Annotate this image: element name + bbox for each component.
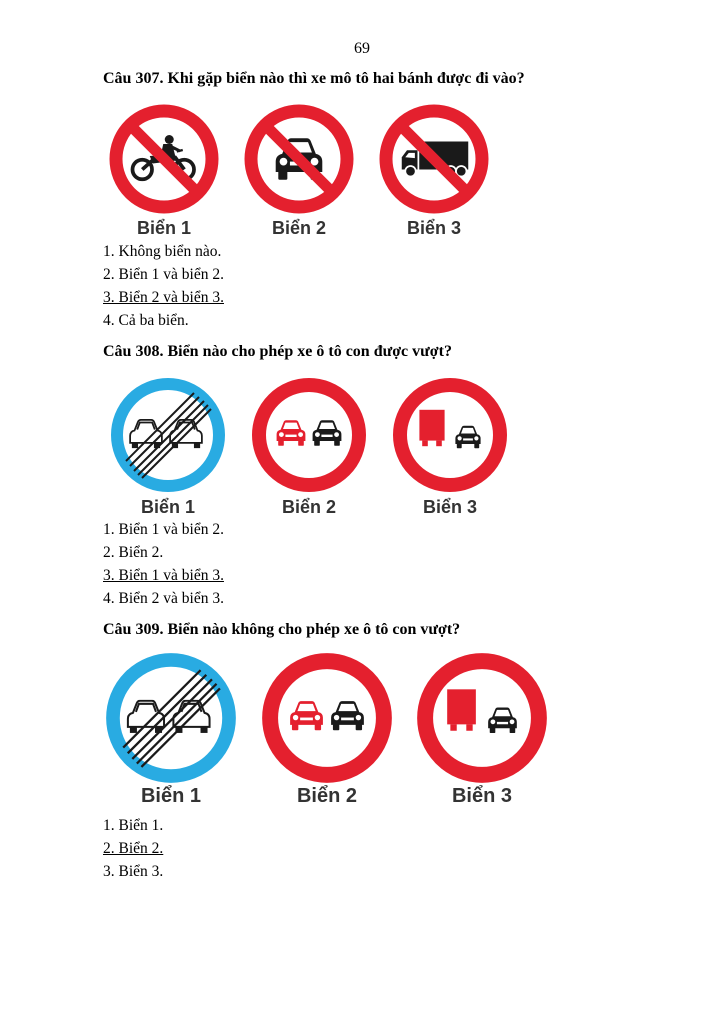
sign-label: Biển 3 bbox=[422, 497, 478, 517]
page-number: 69 bbox=[354, 40, 370, 57]
sign-label: Biển 3 bbox=[451, 785, 513, 807]
answer-option: 1. Biển 1. bbox=[103, 817, 164, 834]
sign-label: Biển 1 bbox=[136, 218, 192, 238]
sign-label: Biển 2 bbox=[296, 785, 358, 807]
sign-label: Biển 1 bbox=[140, 497, 196, 517]
answer-option-correct: 3. Biển 1 và biển 3. bbox=[103, 567, 224, 584]
answer-option: 1. Biển 1 và biển 2. bbox=[103, 521, 224, 538]
end-no-overtaking-icon bbox=[105, 652, 237, 784]
sign-no-truck bbox=[378, 103, 490, 215]
question-title: Câu 308. Biển nào cho phép xe ô tô con được vượt? bbox=[103, 343, 452, 360]
sign-no-overtaking bbox=[251, 377, 367, 493]
answer-option-correct: 2. Biển 2. bbox=[103, 840, 164, 857]
answer-option: 4. Cả ba biển. bbox=[103, 312, 189, 329]
sign-label: Biển 3 bbox=[406, 218, 462, 238]
no-overtaking-trucks-icon bbox=[416, 652, 548, 784]
question-title: Câu 307. Khi gặp biển nào thì xe mô tô hai bánh được đi vào? bbox=[103, 70, 525, 87]
answer-option: 2. Biển 1 và biển 2. bbox=[103, 266, 224, 283]
no-overtaking-trucks-icon bbox=[392, 377, 508, 493]
answer-option: 4. Biển 2 và biển 3. bbox=[103, 590, 224, 607]
answer-option-correct: 3. Biển 2 và biển 3. bbox=[103, 289, 224, 306]
sign-no-overtaking-trucks bbox=[416, 652, 548, 784]
no-overtaking-icon bbox=[261, 652, 393, 784]
answer-option: 3. Biển 3. bbox=[103, 863, 164, 880]
question-title: Câu 309. Biển nào không cho phép xe ô tô con vượt? bbox=[103, 621, 461, 638]
answer-option: 2. Biển 2. bbox=[103, 544, 164, 561]
sign-label: Biển 2 bbox=[271, 218, 327, 238]
no-overtaking-icon bbox=[251, 377, 367, 493]
sign-no-overtaking bbox=[261, 652, 393, 784]
answer-option: 1. Không biển nào. bbox=[103, 243, 222, 260]
sign-label: Biển 1 bbox=[140, 785, 202, 807]
sign-no-car bbox=[243, 103, 355, 215]
sign-no-motorcycle bbox=[108, 103, 220, 215]
end-no-overtaking-icon bbox=[110, 377, 226, 493]
no-motorcycle-icon bbox=[108, 103, 220, 215]
no-car-icon bbox=[243, 103, 355, 215]
sign-label: Biển 2 bbox=[281, 497, 337, 517]
sign-end-no-overtaking bbox=[110, 377, 226, 493]
sign-end-no-overtaking bbox=[105, 652, 237, 784]
no-truck-icon bbox=[378, 103, 490, 215]
sign-no-overtaking-trucks bbox=[392, 377, 508, 493]
